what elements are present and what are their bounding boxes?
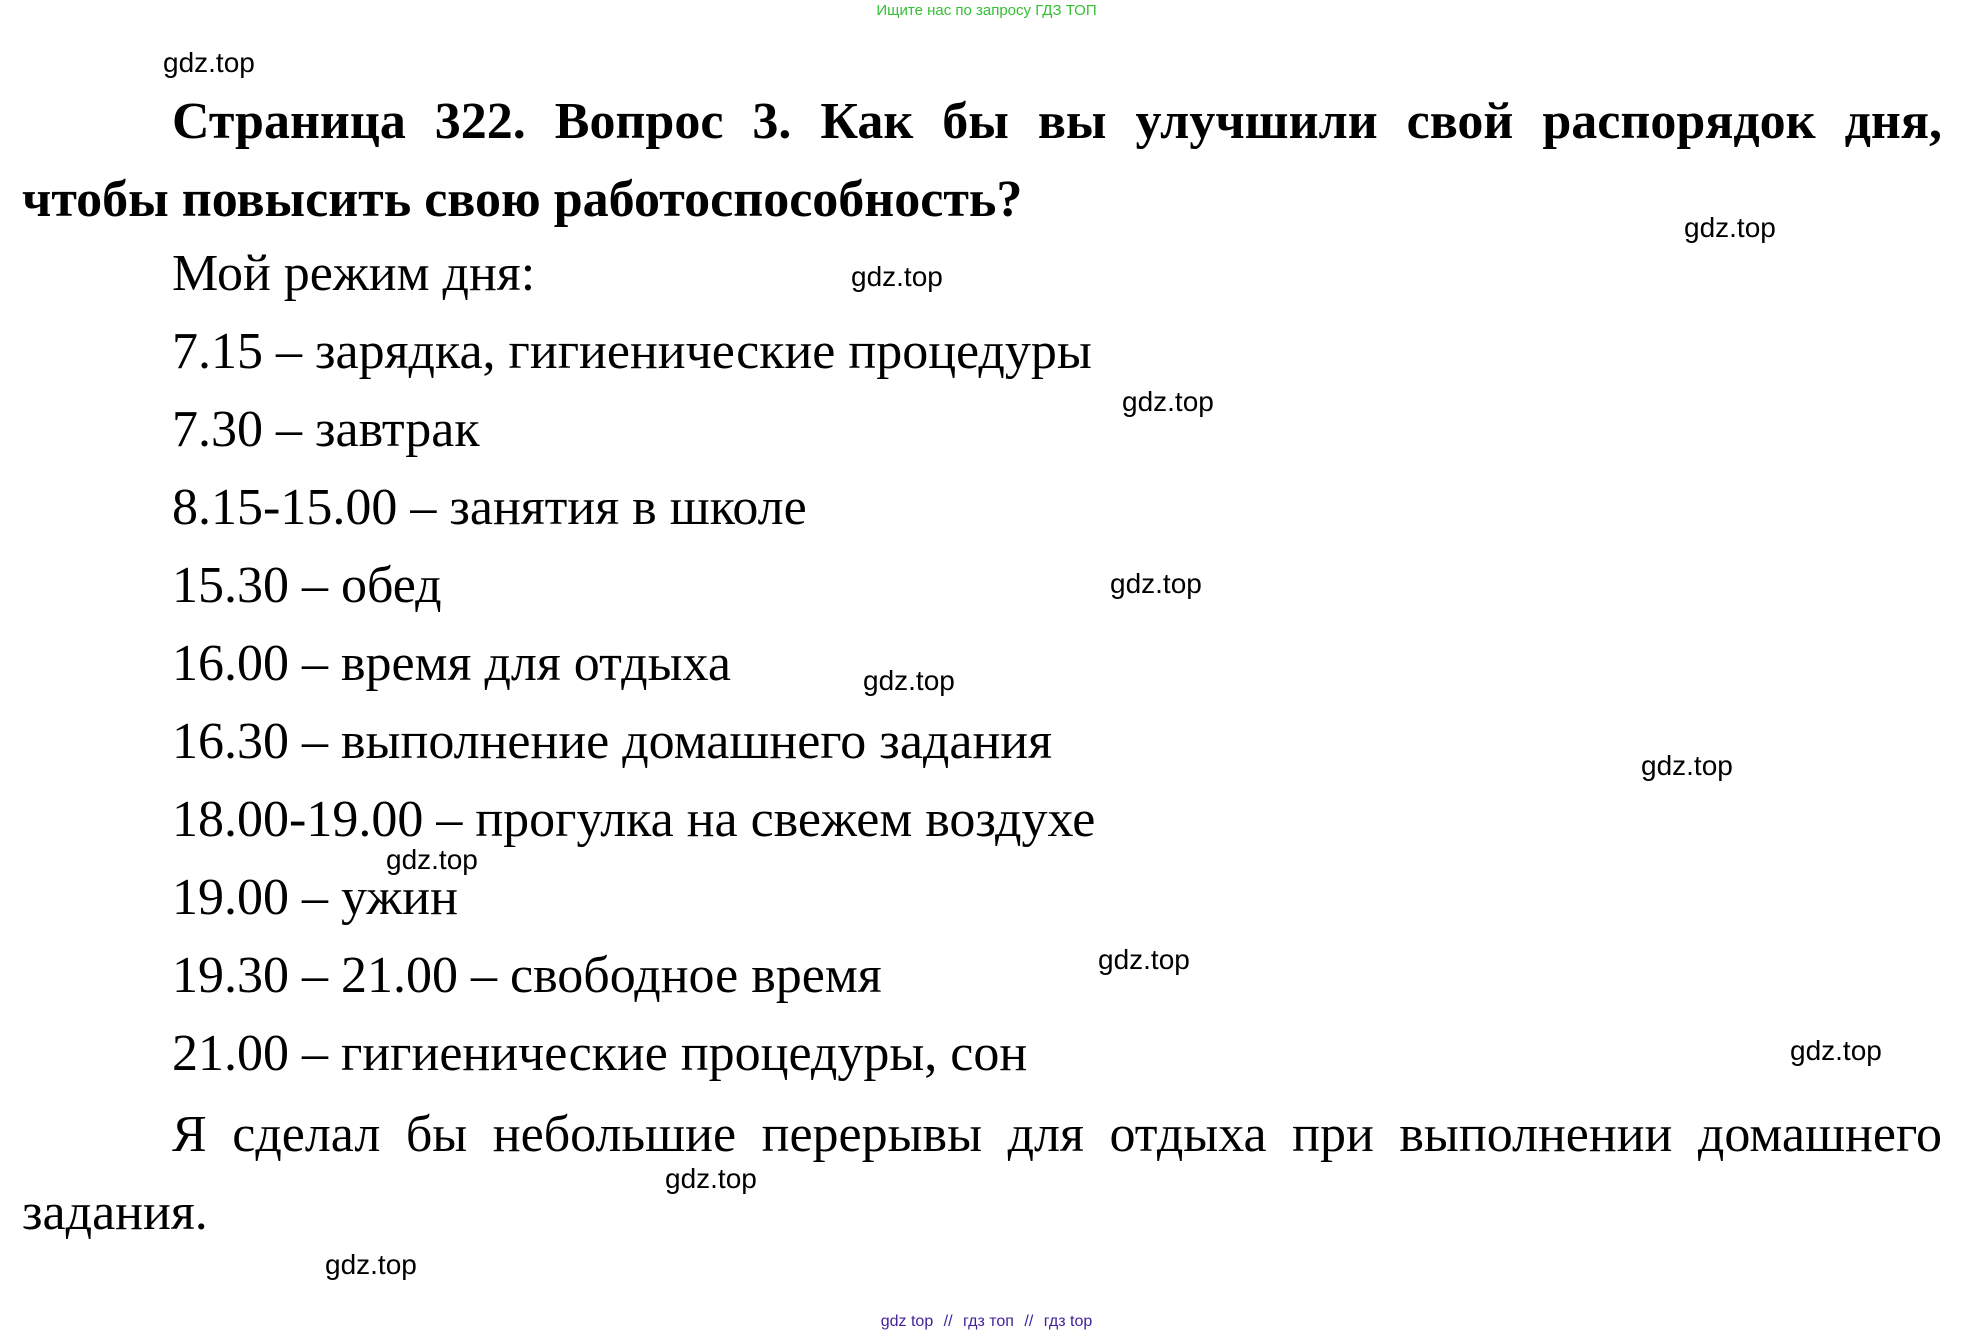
watermark: gdz.top	[325, 1249, 417, 1280]
schedule-line: 15.30 – обед	[172, 557, 442, 614]
conclusion-paragraph: Я сделал бы небольшие перерывы для отдыха при выполнении домашнего задания.	[22, 1106, 1942, 1241]
watermark: gdz.top	[1098, 944, 1190, 975]
schedule-line: 18.00-19.00 – прогулка на свежем воздухе	[172, 791, 1096, 848]
watermark: gdz.top	[386, 844, 478, 875]
watermark: gdz.top	[1684, 212, 1776, 243]
bottom-banner-separator: //	[943, 1313, 953, 1330]
schedule-line: 21.00 – гигиенические процедуры, сон	[172, 1025, 1028, 1082]
schedule-line: 7.15 – зарядка, гигиенические процедуры	[172, 323, 1092, 380]
watermark: gdz.top	[1110, 568, 1202, 599]
bottom-banner-part: gdz top	[880, 1313, 934, 1330]
schedule-line: 19.00 – ужин	[172, 869, 458, 926]
top-banner: Ищите нас по запросу ГДЗ ТОП	[876, 2, 1097, 19]
watermark: gdz.top	[863, 665, 955, 696]
watermark: gdz.top	[163, 47, 255, 78]
schedule-line: 7.30 – завтрак	[172, 401, 480, 458]
watermark: gdz.top	[1122, 386, 1214, 417]
bottom-banner-separator: //	[1024, 1313, 1034, 1330]
bottom-banner-part: гдз топ	[963, 1313, 1014, 1330]
schedule-line: 16.30 – выполнение домашнего задания	[172, 713, 1053, 770]
schedule-line: 19.30 – 21.00 – свободное время	[172, 947, 882, 1004]
schedule-line: 16.00 – время для отдыха	[172, 635, 731, 692]
bottom-banner	[0, 1311, 1973, 1333]
watermark: gdz.top	[1641, 750, 1733, 781]
schedule-title: Мой режим дня:	[172, 245, 536, 302]
question-heading: Страница 322. Вопрос 3. Как бы вы улучшили свой распорядок дня, чтобы повысить свою работоспособность?	[22, 93, 1942, 228]
watermark: gdz.top	[1790, 1035, 1882, 1066]
watermark: gdz.top	[665, 1163, 757, 1194]
watermark: gdz.top	[851, 261, 943, 292]
schedule-line: 8.15-15.00 – занятия в школе	[172, 479, 807, 536]
bottom-banner-part: гдз top	[1043, 1313, 1093, 1330]
